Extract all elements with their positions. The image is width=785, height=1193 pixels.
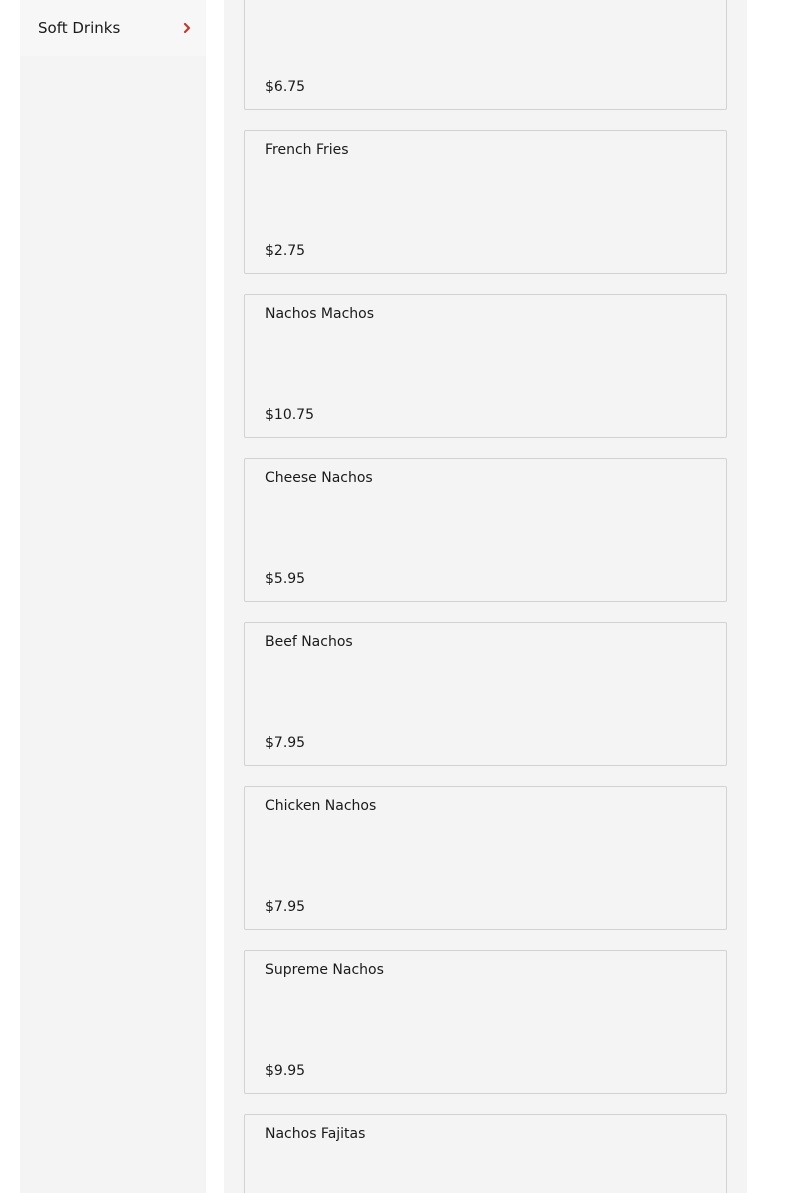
menu-item-card[interactable] xyxy=(244,458,727,602)
menu-item-name: Supreme Nachos xyxy=(265,962,384,978)
menu-item-card[interactable] xyxy=(244,950,727,1094)
menu-item-card[interactable] xyxy=(244,1114,727,1193)
menu-item-list xyxy=(244,0,727,1193)
menu-item-card[interactable] xyxy=(244,622,727,766)
menu-item-price: $7.95 xyxy=(265,735,306,751)
chevron-right-icon xyxy=(182,22,192,34)
sidebar-item-soft-drinks[interactable] xyxy=(20,0,206,56)
sidebar-item-label: Soft Drinks xyxy=(38,19,121,37)
menu-item-card[interactable] xyxy=(244,130,727,274)
menu-item-card[interactable] xyxy=(244,294,727,438)
menu-items-panel xyxy=(224,0,747,1193)
menu-item-name: French Fries xyxy=(265,142,349,158)
menu-item-price: $2.75 xyxy=(265,243,306,259)
menu-item-name: Cheese Nachos xyxy=(265,470,373,486)
menu-item-price: $6.75 xyxy=(265,79,306,95)
menu-item-price: $5.95 xyxy=(265,571,306,587)
menu-item-price: $10.75 xyxy=(265,407,314,423)
menu-item-card[interactable] xyxy=(244,786,727,930)
menu-item-card[interactable] xyxy=(244,0,727,110)
menu-item-price: $7.95 xyxy=(265,899,306,915)
menu-item-price: $9.95 xyxy=(265,1063,306,1079)
category-sidebar xyxy=(20,0,206,1193)
menu-item-name: Nachos Machos xyxy=(265,306,375,322)
menu-item-name: Chicken Nachos xyxy=(265,798,377,814)
menu-item-name: Nachos Fajitas xyxy=(265,1126,366,1142)
menu-item-name: Beef Nachos xyxy=(265,634,353,650)
